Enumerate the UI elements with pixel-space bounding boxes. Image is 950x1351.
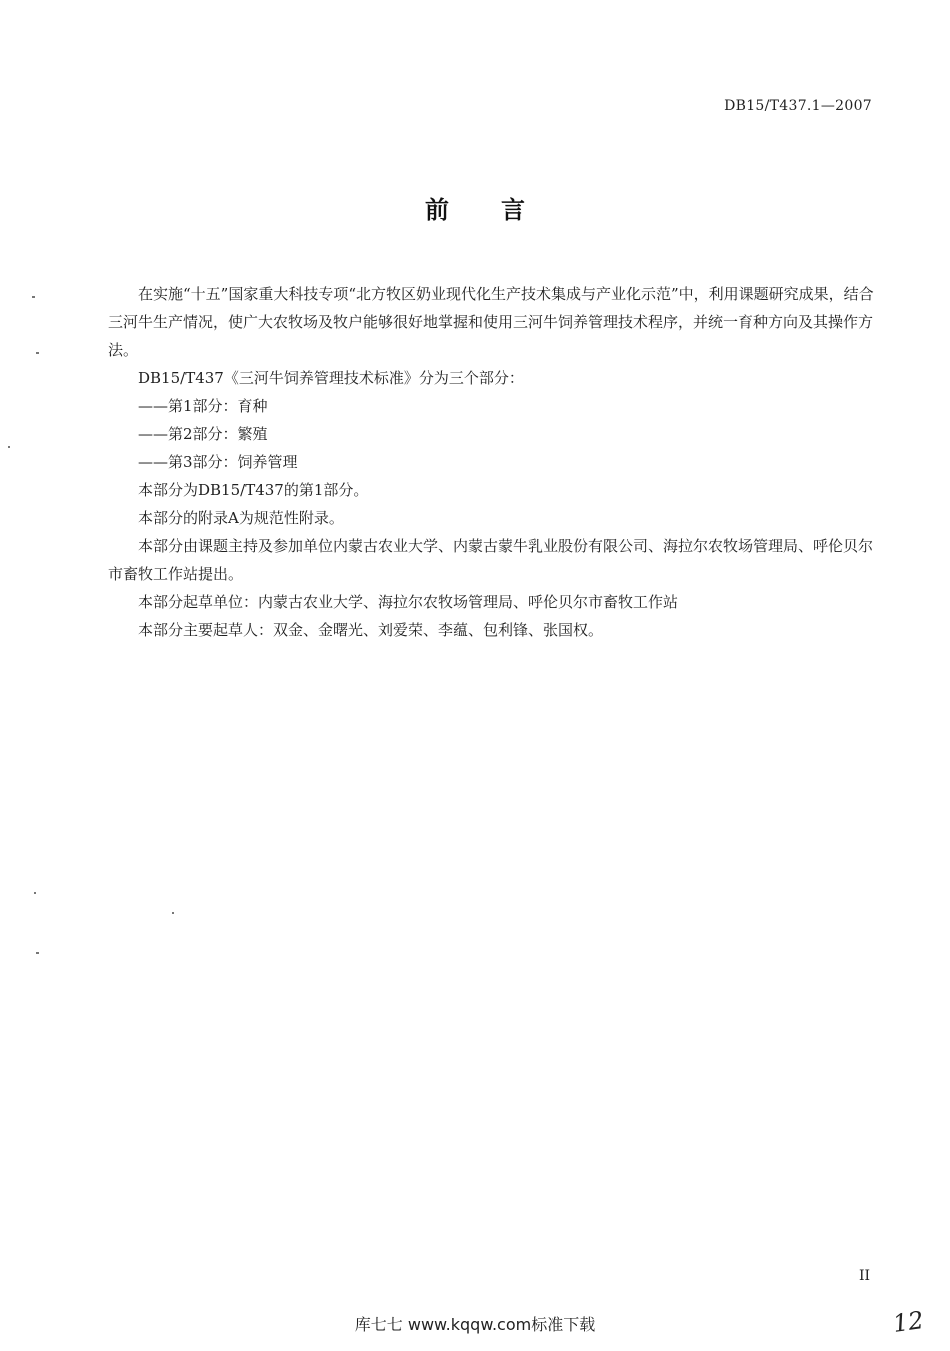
list-item-part2: ——第2部分：繁殖 bbox=[138, 425, 268, 443]
page-title: 前言 bbox=[425, 195, 577, 224]
paragraph-part-statement: 本部分为DB15/T437的第1部分。 bbox=[138, 481, 369, 499]
scan-speck bbox=[172, 912, 174, 914]
paragraph-drafting-units: 本部分起草单位：内蒙古农业大学、海拉尔农牧场管理局、呼伦贝尔市畜牧工作站 bbox=[138, 593, 679, 611]
scan-speck bbox=[8, 446, 10, 448]
scan-speck bbox=[36, 352, 39, 354]
scan-speck bbox=[32, 296, 35, 298]
paragraph-appendix: 本部分的附录A为规范性附录。 bbox=[138, 509, 344, 527]
paragraph-intro: 在实施“十五”国家重大科技专项“北方牧区奶业现代化生产技术集成与产业化示范”中，利用课题研究成果，结合三河牛生产情况，使广大农牧场及牧户能够很好地掌握和使用三河牛饲养管理技术程序，并统一育种方向及其操作方法。 bbox=[108, 285, 874, 359]
handwritten-page-mark: 12 bbox=[891, 1306, 926, 1338]
paragraph-proposers: 本部分由课题主持及参加单位内蒙古农业大学、内蒙古蒙牛乳业股份有限公司、海拉尔农牧场管理局、呼伦贝尔市畜牧工作站提出。 bbox=[108, 537, 874, 583]
page-number: II bbox=[858, 1268, 870, 1284]
scan-speck bbox=[36, 952, 39, 954]
paragraph-parts-intro: DB15/T437《三河牛饲养管理技术标准》分为三个部分： bbox=[138, 369, 524, 387]
preface-body bbox=[108, 280, 874, 644]
paragraph-drafters: 本部分主要起草人：双金、金曙光、刘爱荣、李蕴、包利锋、张国权。 bbox=[138, 621, 604, 639]
list-item-part3: ——第3部分：饲养管理 bbox=[138, 453, 298, 471]
list-item-part1: ——第1部分：育种 bbox=[138, 397, 268, 415]
footer-watermark: 库七七 www.kqqw.com标准下载 bbox=[354, 1315, 596, 1334]
scan-speck bbox=[34, 892, 36, 894]
document-code: DB15/T437.1—2007 bbox=[724, 98, 872, 114]
